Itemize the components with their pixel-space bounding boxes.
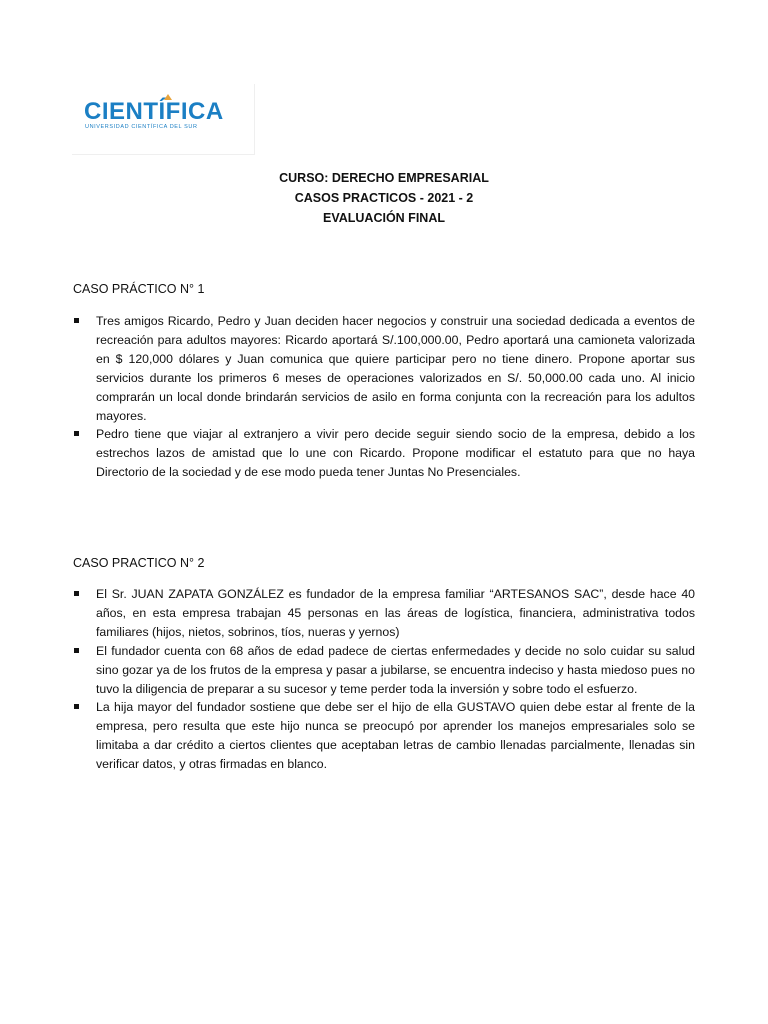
bullet-icon [74,704,79,709]
university-logo [72,84,255,155]
logo-subtitle: UNIVERSIDAD CIENTÍFICA DEL SUR [85,124,198,130]
list-item: El fundador cuenta con 68 años de edad padece de ciertas enfermedades y decide no solo cuidar su salud sino gozar ya de los frutos de la empresa y pasar a jubilarse, se encuentra indeciso y hasta miedoso pues no tuvo la diligencia de preparar a su sucesor y teme perder toda la inversión y sobre todo el esfuerzo. [73,642,695,699]
case-1-title: CASO PRÁCTICO N° 1 [73,282,205,296]
case-2-title: CASO PRACTICO N° 2 [73,556,205,570]
bullet-icon [74,318,79,323]
logo-wordmark: CIENTÍFICA [84,98,224,125]
list-item: Pedro tiene que viajar al extranjero a vivir pero decide seguir siendo socio de la empresa, debido a los estrechos lazos de amistad que lo une con Ricardo. Propone modificar el estatuto para que no haya Directorio de la sociedad y de ese modo pueda tener Juntas No Presenciales. [73,425,695,482]
bullet-icon [74,431,79,436]
course-line: CURSO: DERECHO EMPRESARIAL [279,171,489,185]
bullet-icon [74,648,79,653]
document-header [0,168,768,228]
logo-accent-icon [164,94,172,100]
bullet-icon [74,591,79,596]
exam-line: EVALUACIÓN FINAL [323,211,445,225]
cases-line: CASOS PRACTICOS - 2021 - 2 [294,191,474,205]
list-item: El Sr. JUAN ZAPATA GONZÁLEZ es fundador de la empresa familiar “ARTESANOS SAC”, desde hace 40 años, en esta empresa trabajan 45 personas en las áreas de logística, financiera, administrativa todos familiares (hijos, nietos, sobrinos, tíos, nueras y yernos) [73,585,695,642]
list-item: Tres amigos Ricardo, Pedro y Juan deciden hacer negocios y construir una sociedad dedicada a eventos de recreación para adultos mayores: Ricardo aportará S/.100,000.00, Pedro aportará una camioneta valorizada en $ 120,000 dólares y Juan comunica que quiere participar pero no tiene dinero. Propone aportar sus servicios durante los primeros 6 meses de operaciones valorizados en S/. 50,000.00 cada uno. Al inicio comprarán un local donde brindarán servicios de asilo en forma conjunta con la recreación para los adultos mayores. [73,312,695,425]
list-item: La hija mayor del fundador sostiene que debe ser el hijo de ella GUSTAVO quien debe estar al frente de la empresa, pero resulta que este hijo nunca se preocupó por aprender los manejos empresariales solo se limitaba a dar crédito a ciertos clientes que aceptaban letras de cambio llenadas parcialmente, llenadas sin verificar datos, y otras firmadas en blanco. [73,698,695,774]
case-1-list [73,312,695,482]
case-2-list [73,585,695,774]
